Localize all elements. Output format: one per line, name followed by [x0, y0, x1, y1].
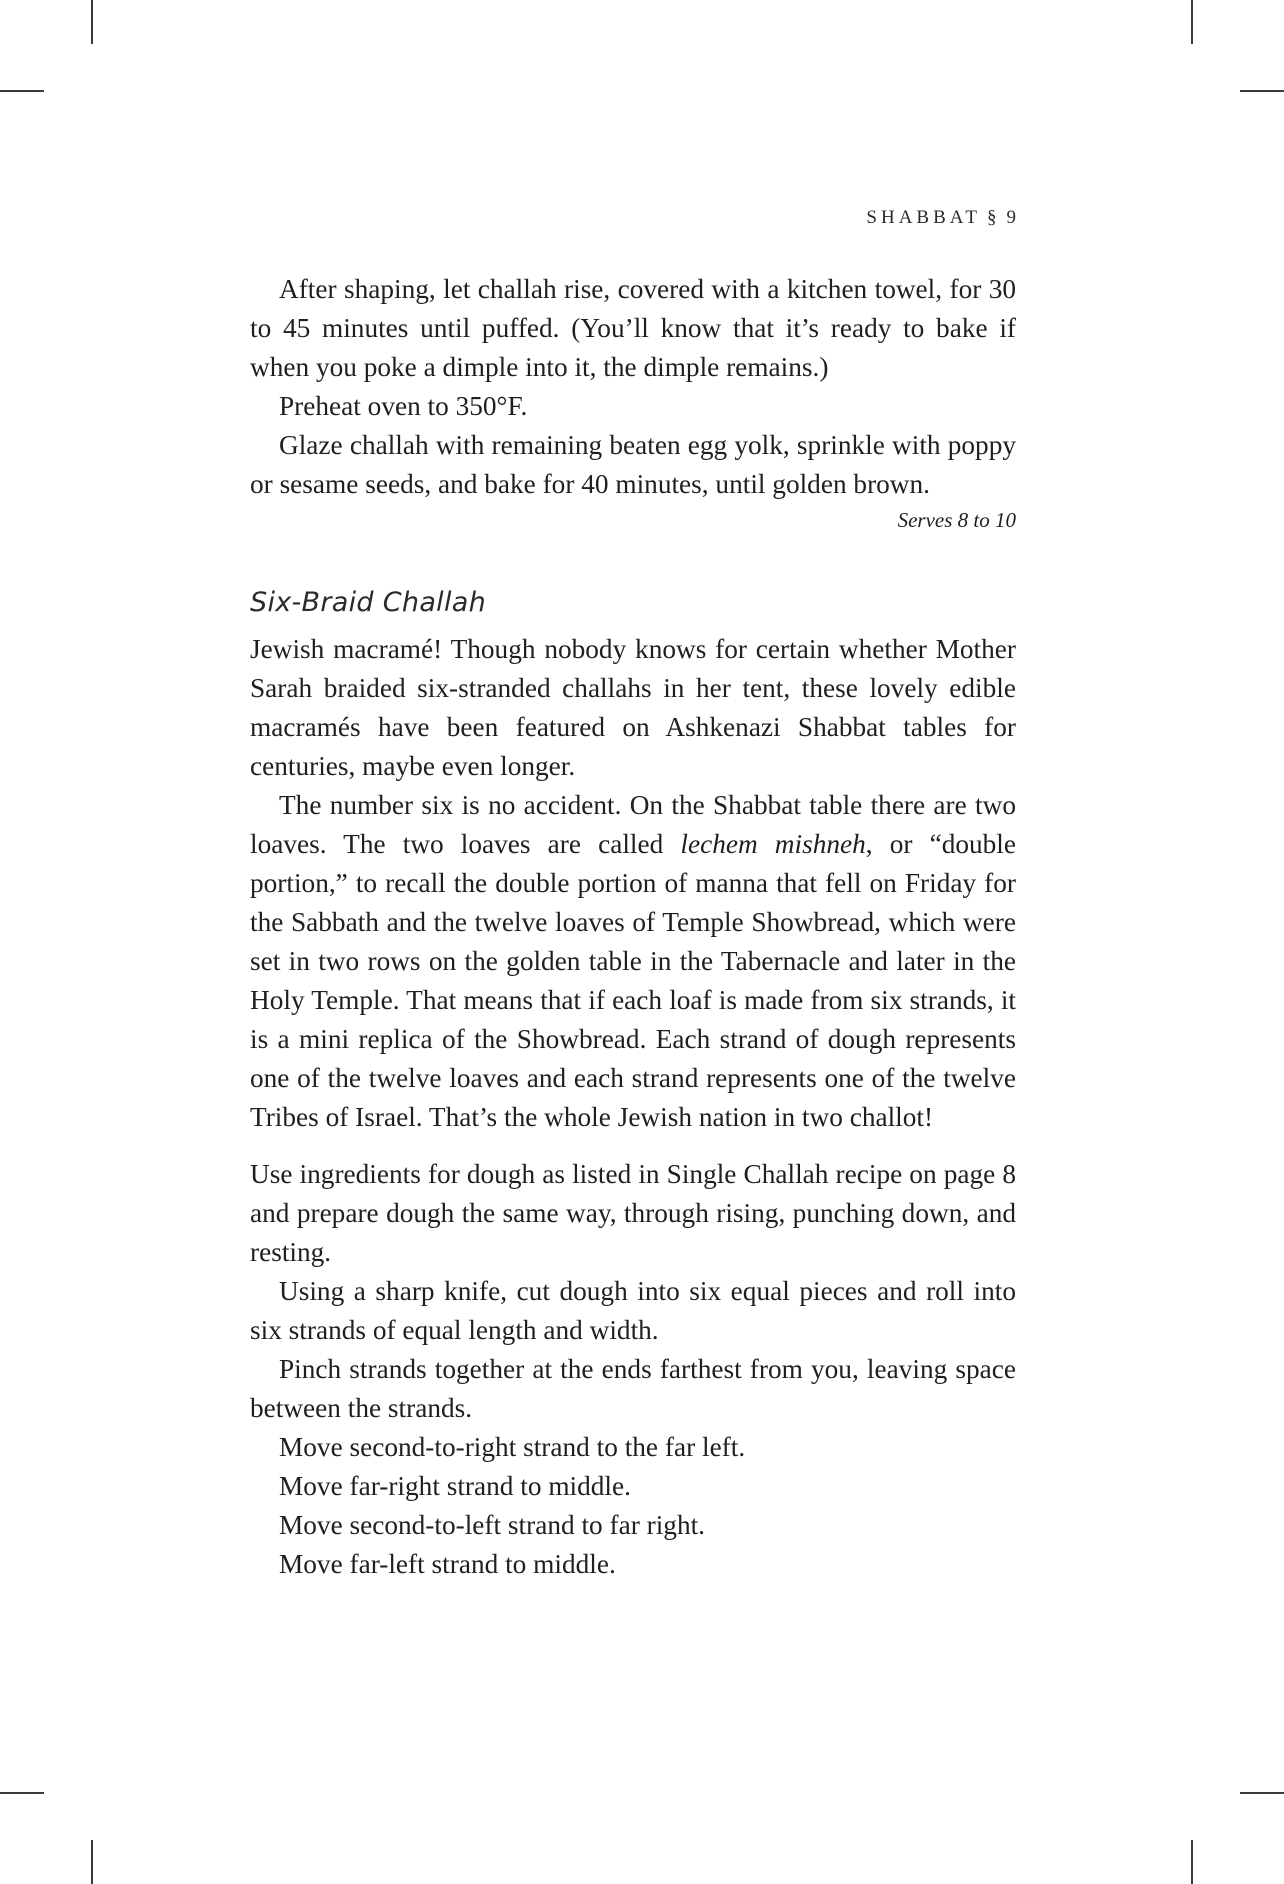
crop-mark — [1191, 1840, 1193, 1884]
section-heading: Six-Braid Challah — [250, 587, 487, 618]
crop-mark — [0, 90, 44, 92]
crop-mark — [91, 1840, 93, 1884]
crop-mark — [1240, 1792, 1284, 1794]
step: Pinch strands together at the ends farthest from you, leaving space between the strands. — [250, 1354, 1016, 1423]
running-head-section: SHABBAT — [866, 207, 981, 228]
explanation-paragraph — [250, 786, 1016, 1137]
explanation-text: , or “double portion,” to recall the double portion of manna that fell on Friday for the Sabbath and the twelve loaves of Temple Showbread, which were set in two rows on the golden table in the Tabernacle and later in the Holy Temple. That means that if each loaf is made from six strands, it is a mini replica of the Showbread. Each strand of dough represents one of the twelve loaves and each strand represents one of the twelve Tribes of Israel. That’s the whole Jewish nation in two challot! — [250, 829, 1016, 1132]
step: Move far-left strand to middle. — [279, 1549, 616, 1579]
step: Using a sharp knife, cut dough into six equal pieces and roll into six strands of equal length and width. — [250, 1276, 1016, 1345]
running-head — [866, 207, 1016, 229]
crop-mark — [1191, 0, 1193, 44]
paragraph: Glaze challah with remaining beaten egg yolk, sprinkle with poppy or sesame seeds, and bake for 40 minutes, until golden brown. — [250, 430, 1016, 499]
crop-mark — [0, 1792, 44, 1794]
explanation-text: The number six is no accident. On the Shabbat table there are two loaves. The two loaves are called — [250, 790, 1016, 859]
paragraph: After shaping, let challah rise, covered with a kitchen towel, for 30 to 45 minutes until puffed. (You’ll know that it’s ready to bake if when you poke a dimple into it, the dimple remains.) — [250, 274, 1016, 382]
intro-paragraph: Jewish macramé! Though nobody knows for certain whether Mother Sarah braided six-stranded challahs in her tent, these lovely edible macramés have been featured on Ashkenazi Shabbat tables for centuries, maybe even longer. — [250, 634, 1016, 781]
step: Move second-to-right strand to the far left. — [279, 1432, 746, 1462]
serves-note: Serves 8 to 10 — [897, 508, 1016, 532]
crop-mark — [1240, 90, 1284, 92]
section-symbol: § — [987, 207, 997, 228]
page-number: 9 — [1006, 207, 1016, 228]
step: Move second-to-left strand to far right. — [279, 1510, 706, 1540]
paragraph: Preheat oven to 350°F. — [279, 391, 528, 421]
step: Use ingredients for dough as listed in Single Challah recipe on page 8 and prepare dough the same way, through rising, punching down, and resting. — [250, 1159, 1016, 1267]
hebrew-term: lechem mishneh — [680, 829, 866, 859]
crop-mark — [91, 0, 93, 44]
step: Move far-right strand to middle. — [279, 1471, 631, 1501]
body-text — [250, 270, 1016, 1584]
